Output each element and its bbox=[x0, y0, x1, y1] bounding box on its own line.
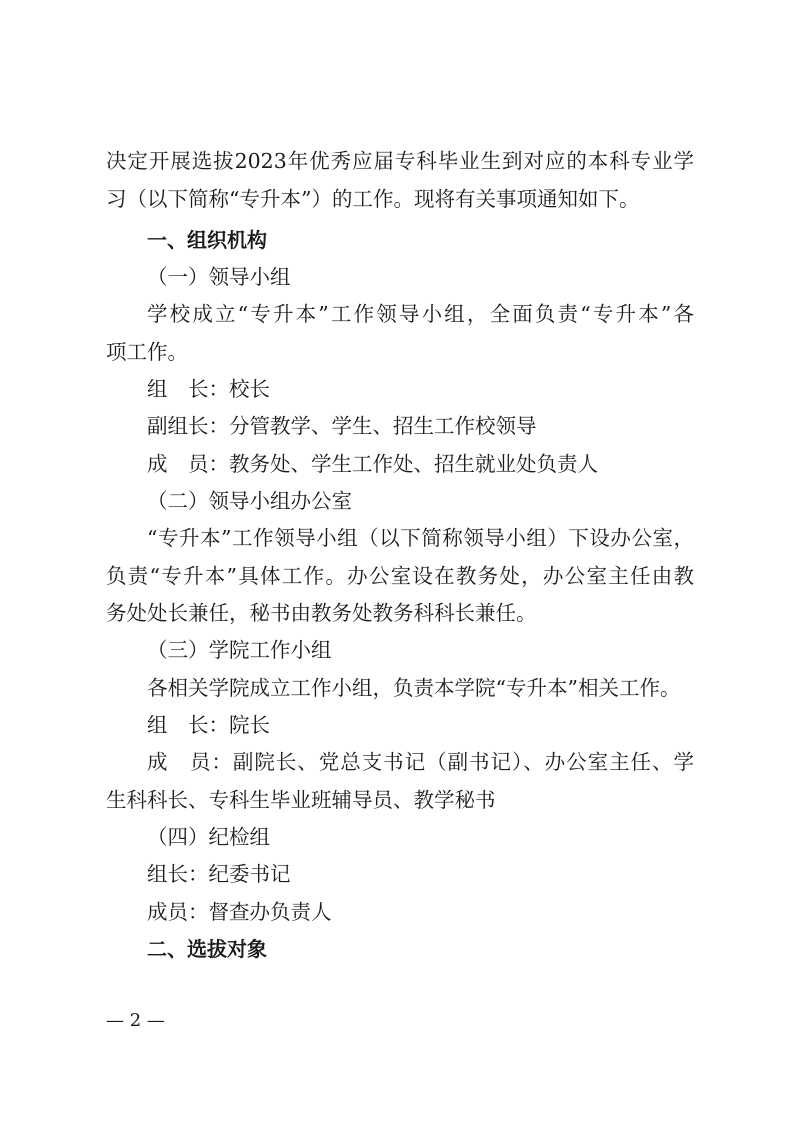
paragraph-office-line-3: 务处处长兼任，秘书由教务处教务科科长兼任。 bbox=[106, 601, 537, 625]
college-leader-row: 组 长：院长 bbox=[147, 713, 270, 737]
subheading-college-group: （三）学院工作小组 bbox=[147, 638, 332, 662]
paragraph-office-line-2: 负责“专升本”具体工作。办公室设在教务处，办公室主任由教 bbox=[106, 564, 694, 588]
subheading-leadership-group: （一）领导小组 bbox=[147, 265, 291, 289]
paragraph-office-line-1: “专升本”工作领导小组（以下简称领导小组）下设办公室， bbox=[147, 526, 694, 550]
subheading-discipline-group: （四）纪检组 bbox=[147, 825, 270, 849]
section-heading-selection-targets: 二、选拔对象 bbox=[147, 937, 267, 961]
section-heading-organization: 一、组织机构 bbox=[147, 228, 267, 252]
paragraph-leadership-line-1: 学校成立“专升本”工作领导小组，全面负责“专升本”各 bbox=[147, 302, 694, 326]
college-members-row-line-1: 成 员：副院长、党总支书记（副书记）、办公室主任、学 bbox=[147, 750, 694, 774]
subheading-leadership-office: （二）领导小组办公室 bbox=[147, 489, 352, 513]
college-members-row-line-2: 生科科长、专科生毕业班辅导员、教学秘书 bbox=[106, 788, 496, 812]
discipline-leader-row: 组长：纪委书记 bbox=[147, 862, 291, 886]
leader-row: 组 长：校长 bbox=[147, 377, 270, 401]
paragraph-intro-line-2: 习（以下简称“专升本”）的工作。现将有关事项通知如下。 bbox=[106, 187, 640, 211]
deputy-leader-row: 副组长：分管教学、学生、招生工作校领导 bbox=[147, 414, 537, 438]
paragraph-college-line-1: 各相关学院成立工作小组，负责本学院“专升本”相关工作。 bbox=[147, 676, 681, 700]
page-number: — 2 — bbox=[106, 1010, 165, 1031]
paragraph-intro-line-1: 决定开展选拔2023年优秀应届专科毕业生到对应的本科专业学 bbox=[106, 149, 694, 173]
paragraph-leadership-line-2: 项工作。 bbox=[106, 340, 188, 364]
members-row: 成 员：教务处、学生工作处、招生就业处负责人 bbox=[147, 452, 598, 476]
discipline-members-row: 成员：督查办负责人 bbox=[147, 900, 332, 924]
